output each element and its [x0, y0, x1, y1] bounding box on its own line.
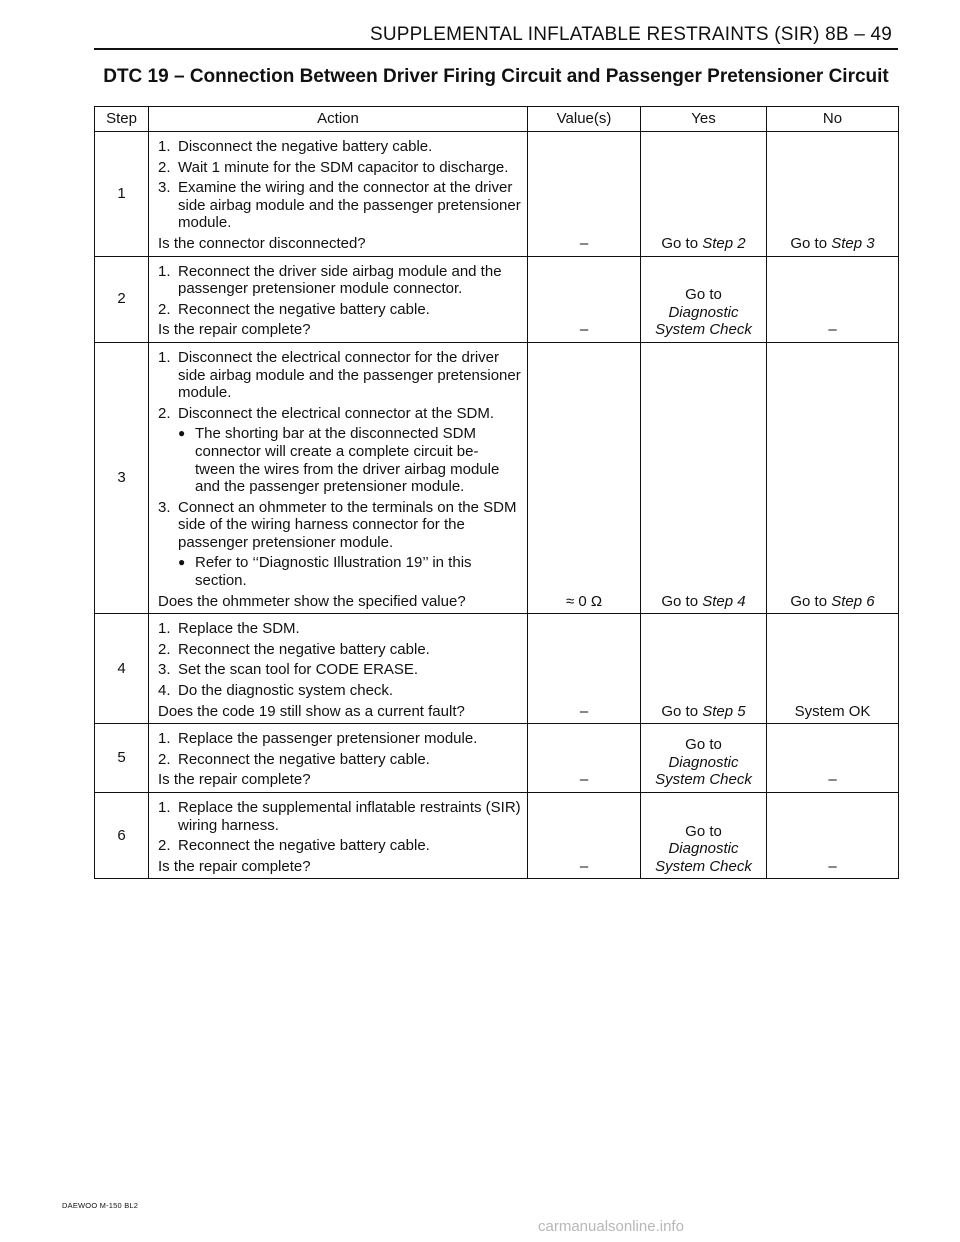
step-number: 1: [95, 132, 149, 257]
step-number: 4: [95, 614, 149, 724]
table-row: [95, 793, 899, 879]
table-row: [95, 342, 899, 613]
yes-prefix: Go to: [685, 736, 722, 754]
bullet-icon: ●: [178, 426, 186, 441]
action-item: 1. Replace the supplemental inflatable restraints (SIR) wiring harness.: [158, 799, 521, 834]
yes-step-ref: Step 5: [702, 702, 746, 720]
yes-ref-line: System Check: [655, 771, 752, 789]
action-item: 3. Examine the wiring and the connector at the driver side airbag module and the passenger pretensioner module.: [158, 179, 521, 232]
value-cell: –: [528, 614, 641, 724]
step-number: 6: [95, 793, 149, 879]
yes-ref-line: Diagnostic: [668, 840, 739, 858]
value-cell: –: [528, 132, 641, 257]
no-cell: –: [767, 793, 899, 879]
table-header-row: [95, 107, 899, 132]
yes-cell: [641, 614, 767, 724]
action-question: Is the repair complete?: [158, 857, 311, 875]
action-item: 1. Disconnect the electrical connector for the driver side airbag module and the passenger pretensioner module.: [158, 348, 521, 402]
section-title: DTC 19 – Connection Between Driver Firing Circuit and Passenger Pretensioner Circuit: [103, 66, 889, 87]
action-item: 2. Reconnect the negative battery cable.: [158, 640, 430, 658]
action-item: 2. Wait 1 minute for the SDM capacitor to discharge.: [158, 158, 509, 176]
action-bullet: ● The shorting bar at the disconnected SDM connector will create a complete circuit be- tween the wires from the driver airbag module and the passenger pretensioner module.: [178, 425, 500, 496]
no-prefix: Go to: [790, 234, 828, 252]
no-step-ref: Step 6: [831, 592, 875, 610]
value-cell: –: [528, 724, 641, 793]
action-cell: [149, 724, 528, 793]
action-item: 1. Replace the SDM.: [158, 620, 300, 638]
yes-prefix: Go to: [661, 234, 699, 252]
yes-prefix: Go to: [685, 286, 722, 304]
action-question: Is the repair complete?: [158, 771, 311, 789]
action-question: Does the code 19 still show as a current fault?: [158, 702, 465, 720]
no-cell: [767, 342, 899, 613]
action-item: 1. Replace the passenger pretensioner module.: [158, 730, 478, 748]
action-item: 2. Reconnect the negative battery cable.: [158, 750, 430, 768]
action-item: 3. Set the scan tool for CODE ERASE.: [158, 661, 419, 679]
no-cell: System OK: [767, 614, 899, 724]
action-cell: [149, 132, 528, 257]
watermark: carmanualsonline.info: [538, 1218, 684, 1235]
yes-step-ref: Step 2: [702, 234, 746, 252]
column-header-no: No: [767, 107, 899, 132]
action-item: 1. Reconnect the driver side airbag module and the passenger pretensioner module connector.: [158, 262, 502, 298]
column-header-step: Step: [95, 107, 149, 132]
value-cell: –: [528, 793, 641, 879]
yes-cell: [641, 724, 767, 793]
action-item: 2. Reconnect the negative battery cable.: [158, 837, 430, 855]
no-cell: [767, 132, 899, 257]
action-cell: [149, 614, 528, 724]
table-row: [95, 256, 899, 342]
table-row: [95, 614, 899, 724]
value-cell: –: [528, 256, 641, 342]
column-header-action: Action: [149, 107, 528, 132]
footer-document-code: DAEWOO M-150 BL2: [62, 1201, 139, 1210]
bullet-icon: ●: [178, 555, 186, 570]
step-number: 5: [95, 724, 149, 793]
step-number: 2: [95, 256, 149, 342]
yes-prefix: Go to: [661, 702, 699, 720]
yes-ref-line: Diagnostic: [668, 303, 739, 321]
yes-step-ref: Step 4: [702, 592, 746, 610]
no-cell: –: [767, 256, 899, 342]
yes-prefix: Go to: [661, 592, 699, 610]
action-item: 3. Connect an ohmmeter to the terminals on the SDM side of the wiring harness connector for the passenger pretensioner module.: [158, 498, 517, 551]
action-question: Is the connector disconnected?: [158, 234, 366, 252]
yes-ref-line: System Check: [655, 857, 752, 875]
header-rule: [94, 48, 898, 50]
no-step-ref: Step 3: [831, 234, 875, 252]
yes-cell: [641, 256, 767, 342]
action-question: Is the repair complete?: [158, 321, 311, 339]
action-item: 2. Reconnect the negative battery cable.: [158, 300, 430, 318]
step-number: 3: [95, 342, 149, 613]
action-bullet: ● Refer to ‘‘Diagnostic Illustration 19’’ in this section.: [178, 554, 472, 590]
yes-ref-line: Diagnostic: [668, 753, 739, 771]
table-row: [95, 724, 899, 793]
yes-cell: [641, 793, 767, 879]
yes-cell: [641, 342, 767, 613]
action-cell: [149, 256, 528, 342]
action-item: 1. Disconnect the negative battery cable.: [158, 138, 433, 155]
action-question: Does the ohmmeter show the specified value?: [158, 592, 466, 610]
action-cell: [149, 793, 528, 879]
action-item: 2. Disconnect the electrical connector at the SDM.: [158, 404, 494, 422]
action-item: 4. Do the diagnostic system check.: [158, 682, 394, 700]
column-header-yes: Yes: [641, 107, 767, 132]
diagnostic-table: [94, 106, 899, 879]
yes-cell: [641, 132, 767, 257]
no-prefix: Go to: [790, 592, 828, 610]
yes-prefix: Go to: [685, 822, 722, 840]
no-cell: –: [767, 724, 899, 793]
running-header: SUPPLEMENTAL INFLATABLE RESTRAINTS (SIR) 8B – 49: [369, 24, 892, 45]
yes-ref-line: System Check: [655, 321, 752, 339]
table-row: [95, 132, 899, 257]
value-cell: ≈ 0 Ω: [528, 342, 641, 613]
action-cell: [149, 342, 528, 613]
column-header-values: Value(s): [528, 107, 641, 132]
